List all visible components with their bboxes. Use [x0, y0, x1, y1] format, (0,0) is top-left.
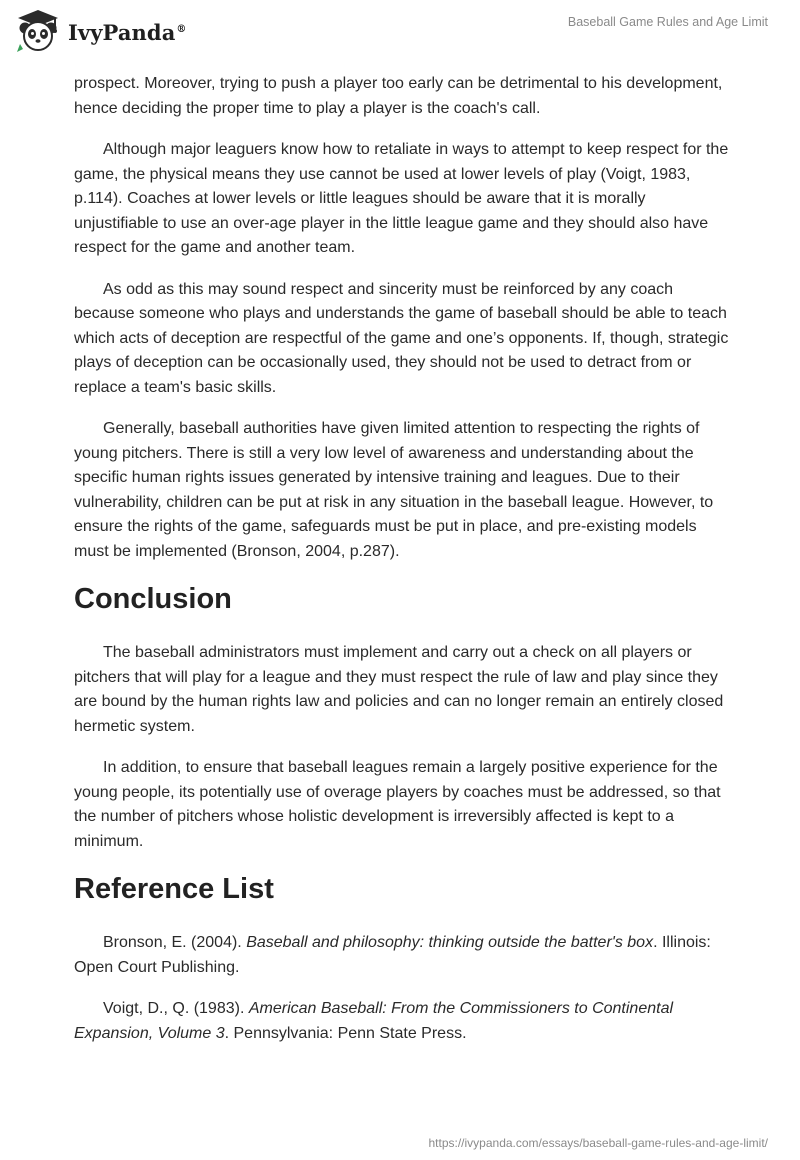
site-logo[interactable] — [14, 8, 187, 54]
logo-text: IvyPanda® — [68, 19, 187, 45]
paragraph-intro: prospect. Moreover, trying to push a player too early can be detrimental to his development, hence deciding the proper time to play a player is the coach's call. — [74, 75, 723, 117]
paragraph-2: As odd as this may sound respect and sincerity must be reinforced by any coach because someone who plays and understands the game of baseball should be able to teach which acts of deception are respectful of the game and one’s opponents. If, though, strategic plays of deception can be occasionally used, they should not be used to detract from or replace a team's basic skills. — [74, 280, 729, 396]
conclusion-heading: Conclusion — [74, 583, 232, 615]
conclusion-paragraph-2: In addition, to ensure that baseball leagues remain a largely positive experience for the young people, its potentially use of overage players by coaches must be addressed, so that the number of pitchers whose holistic development is irreversibly affected is kept to a minimum. — [74, 759, 721, 850]
paragraph-3: Generally, baseball authorities have given limited attention to respecting the rights of young pitchers. There is still a very low level of awareness and understanding about the specific human rights issues generated by intensive training and leagues. Due to their vulnerability, children can be put at risk in any situation in the baseball league. However, to ensure the rights of the game, safeguards must be put in place, and pre-existing models must be implemented (Bronson, 2004, p.287). — [74, 420, 714, 560]
reference-item: Bronson, E. (2004). Baseball and philosophy: thinking outside the batter's box. Illinois: Open Court Publishing. — [74, 934, 711, 976]
conclusion-paragraph-1: The baseball administrators must implement and carry out a check on all players or pitchers that will play for a league and they must respect the rule of law and play since they are bound by the human rights law and policies and can no longer remain an entirely closed hermetic system. — [74, 644, 724, 735]
panda-logo-icon — [14, 8, 62, 54]
essay-content — [74, 72, 734, 1063]
source-url[interactable]: https://ivypanda.com/essays/baseball-game-rules-and-age-limit/ — [428, 1136, 768, 1150]
reference-item: Voigt, D., Q. (1983). American Baseball: From the Commissioners to Continental Expansion, Volume 3. Pennsylvania: Penn State Press. — [74, 1000, 674, 1042]
reference-list-heading: Reference List — [74, 873, 274, 905]
document-title: Baseball Game Rules and Age Limit — [567, 15, 768, 29]
paragraph-1: Although major leaguers know how to retaliate in ways to attempt to keep respect for the game, the physical means they use cannot be used at lower levels of play (Voigt, 1983, p.114). Coaches at lower levels or little leagues should be aware that it is morally unjustifiable to use an over-age player in the little league game and they should also have respect for the game and another team. — [74, 141, 729, 256]
